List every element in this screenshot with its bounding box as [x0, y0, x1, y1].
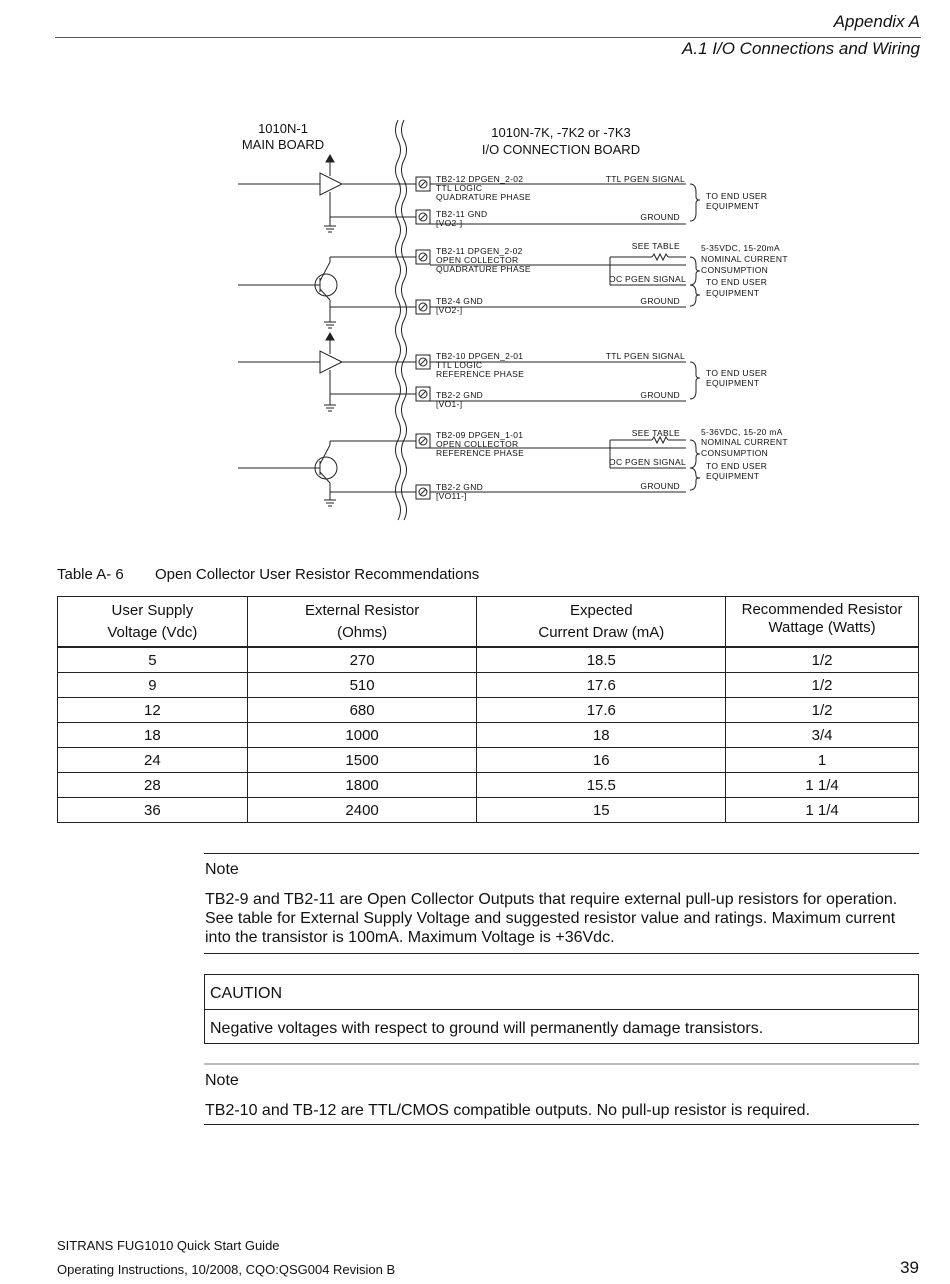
brace-4 [690, 362, 700, 399]
equipment-note: EQUIPMENT [706, 288, 760, 298]
signal-label: TTL PGEN SIGNAL [605, 174, 685, 184]
resistor-table [57, 596, 919, 823]
note1-body: TB2-9 and TB2-11 are Open Collector Outputs that require external pull-up resistors for operation. See table for External Supply Voltage and suggested resistor value and ratings. Maximum current into the transistor is 100mA. Maximum Voltage is +36Vdc. [205, 891, 898, 946]
signal-label: GROUND [640, 390, 680, 400]
table-cell: 18 [58, 723, 248, 748]
caution-box [204, 974, 919, 1044]
note1-title: Note [205, 861, 239, 878]
buffer-symbol-2 [320, 351, 342, 373]
table-cell: 1 1/4 [726, 773, 919, 798]
footer-doc-info: Operating Instructions, 10/2008, CQO:QSG004 Revision B [57, 1262, 396, 1277]
table-cell: 15.5 [477, 773, 726, 798]
equipment-note: TO END USER [706, 191, 768, 201]
table-cell: 2400 [247, 798, 477, 823]
signal-label: SEE TABLE [631, 241, 680, 251]
right-board-title-1: 1010N-7K, -7K2 or -7K3 [491, 125, 631, 140]
terminal-screw-5 [416, 355, 430, 369]
table-cell: 1/2 [726, 698, 919, 723]
brace-6 [690, 468, 700, 490]
table-cell: 16 [477, 748, 726, 773]
terminal-label: TTL LOGIC [436, 183, 483, 193]
note1-bottom-rule [204, 953, 919, 954]
brace-3 [690, 285, 700, 306]
terminal-label: [VO2-] [436, 218, 463, 228]
table-row [58, 748, 919, 773]
table-cell: 15 [477, 798, 726, 823]
table-cell: 1500 [247, 748, 477, 773]
supply-note: NOMINAL CURRENT [701, 254, 788, 264]
caution-body: Negative voltages with respect to ground will permanently damage transistors. [210, 1020, 764, 1037]
supply-note: 5-35VDC, 15-20mA [701, 243, 780, 253]
signal-label: SEE TABLE [631, 428, 680, 438]
table-cell: 28 [58, 773, 248, 798]
signal-label: OC PGEN SIGNAL [609, 274, 686, 284]
table-row [58, 723, 919, 748]
table-row [58, 673, 919, 698]
header-section: A.1 I/O Connections and Wiring [682, 39, 920, 58]
wiring-diagram [0, 110, 950, 530]
signal-label: GROUND [640, 212, 680, 222]
table-cell: 17.6 [477, 673, 726, 698]
terminal-screw-2 [416, 210, 430, 224]
note2-title: Note [205, 1072, 239, 1089]
table-cell: 1000 [247, 723, 477, 748]
terminal-screw-3 [416, 250, 430, 264]
terminal-label: [VO1-] [436, 399, 463, 409]
terminal-label: REFERENCE PHASE [436, 448, 525, 458]
table-row [58, 773, 919, 798]
terminal-screw-6 [416, 387, 430, 401]
note2-body: TB2-10 and TB-12 are TTL/CMOS compatible outputs. No pull-up resistor is required. [205, 1102, 811, 1119]
brace-1 [690, 184, 700, 221]
terminal-label: [VO2-] [436, 305, 463, 315]
table-cell: 680 [247, 698, 477, 723]
table-cell: 1/2 [726, 647, 919, 673]
table-row [58, 698, 919, 723]
terminal-label: TB2-4 GND [436, 296, 484, 306]
left-board-title-2: MAIN BOARD [241, 137, 325, 152]
caution-title: CAUTION [210, 985, 282, 1002]
terminal-label: OPEN COLLECTOR [436, 255, 519, 265]
table-cell: 36 [58, 798, 248, 823]
table-row [58, 647, 919, 673]
signal-label: TTL PGEN SIGNAL [605, 351, 685, 361]
break-line-left [396, 120, 401, 520]
equipment-note: TO END USER [706, 461, 768, 471]
equipment-note: TO END USER [706, 277, 768, 287]
terminal-label: QUADRATURE PHASE [436, 264, 531, 274]
terminal-label: TB2-09 DPGEN_1-01 [436, 430, 524, 440]
table-header-row [58, 597, 919, 648]
header-supply-voltage: User Supply Voltage (Vdc) [58, 597, 248, 648]
brace-5 [690, 440, 700, 468]
note2-bottom-rule [204, 1124, 919, 1125]
signal-label: GROUND [640, 481, 680, 491]
table-cell: 18 [477, 723, 726, 748]
terminal-screw-8 [416, 485, 430, 499]
terminal-screw-7 [416, 434, 430, 448]
table-cell: 9 [58, 673, 248, 698]
terminal-label: [VO11-] [436, 491, 467, 501]
table-caption-number: Table A- 6 [57, 566, 124, 583]
note1-top-rule [204, 853, 919, 854]
signal-label: GROUND [640, 296, 680, 306]
page-number: 39 [900, 1258, 919, 1277]
table-cell: 3/4 [726, 723, 919, 748]
equipment-note: EQUIPMENT [706, 201, 760, 211]
supply-note: NOMINAL CURRENT [701, 437, 788, 447]
footer-guide-title: SITRANS FUG1010 Quick Start Guide [57, 1238, 280, 1253]
terminal-screw-4 [416, 300, 430, 314]
header-rule [55, 37, 921, 38]
table-cell: 5 [58, 647, 248, 673]
table-caption-title: Open Collector User Resistor Recommendations [155, 566, 480, 583]
terminal-screw-1 [416, 177, 430, 191]
signal-label: OC PGEN SIGNAL [609, 457, 686, 467]
equipment-note: EQUIPMENT [706, 471, 760, 481]
terminal-label: TB2-2 GND [436, 390, 484, 400]
buffer-symbol-1 [320, 173, 342, 195]
break-line-right [402, 120, 407, 520]
terminal-label: QUADRATURE PHASE [436, 192, 531, 202]
header-resistor-wattage: Recommended Resistor Wattage (Watts) [726, 597, 919, 648]
table-row [58, 798, 919, 823]
supply-note: 5-36VDC, 15-20 mA [701, 427, 783, 437]
resistor-symbol-1 [652, 254, 668, 260]
table-cell: 17.6 [477, 698, 726, 723]
brace-2 [690, 257, 700, 285]
note2-top-rule [204, 1063, 919, 1065]
header-appendix: Appendix A [833, 12, 920, 31]
table-cell: 1/2 [726, 673, 919, 698]
terminal-label: TB2-12 DPGEN_2-02 [436, 174, 524, 184]
terminal-label: TB2-11 GND [436, 209, 488, 219]
terminal-label: REFERENCE PHASE [436, 369, 525, 379]
table-cell: 1 1/4 [726, 798, 919, 823]
terminal-label: TTL LOGIC [436, 360, 483, 370]
equipment-note: TO END USER [706, 368, 768, 378]
terminal-label: OPEN COLLECTOR [436, 439, 519, 449]
equipment-note: EQUIPMENT [706, 378, 760, 388]
supply-note: CONSUMPTION [701, 448, 769, 458]
left-board-title-1: 1010N-1 [258, 121, 308, 136]
header-external-resistor: External Resistor (Ohms) [247, 597, 477, 648]
table-caption [57, 566, 479, 583]
table-cell: 1 [726, 748, 919, 773]
table-cell: 18.5 [477, 647, 726, 673]
terminal-label: TB2-2 GND [436, 482, 484, 492]
table-cell: 24 [58, 748, 248, 773]
terminal-label: TB2-10 DPGEN_2-01 [436, 351, 524, 361]
table-cell: 12 [58, 698, 248, 723]
right-board-title-2: I/O CONNECTION BOARD [481, 142, 641, 157]
table-cell: 1800 [247, 773, 477, 798]
table-cell: 270 [247, 647, 477, 673]
header-current-draw: Expected Current Draw (mA) [477, 597, 726, 648]
terminal-label: TB2-11 DPGEN_2-02 [436, 246, 523, 256]
supply-note: CONSUMPTION [701, 265, 769, 275]
caution-divider [205, 1009, 918, 1010]
table-cell: 510 [247, 673, 477, 698]
